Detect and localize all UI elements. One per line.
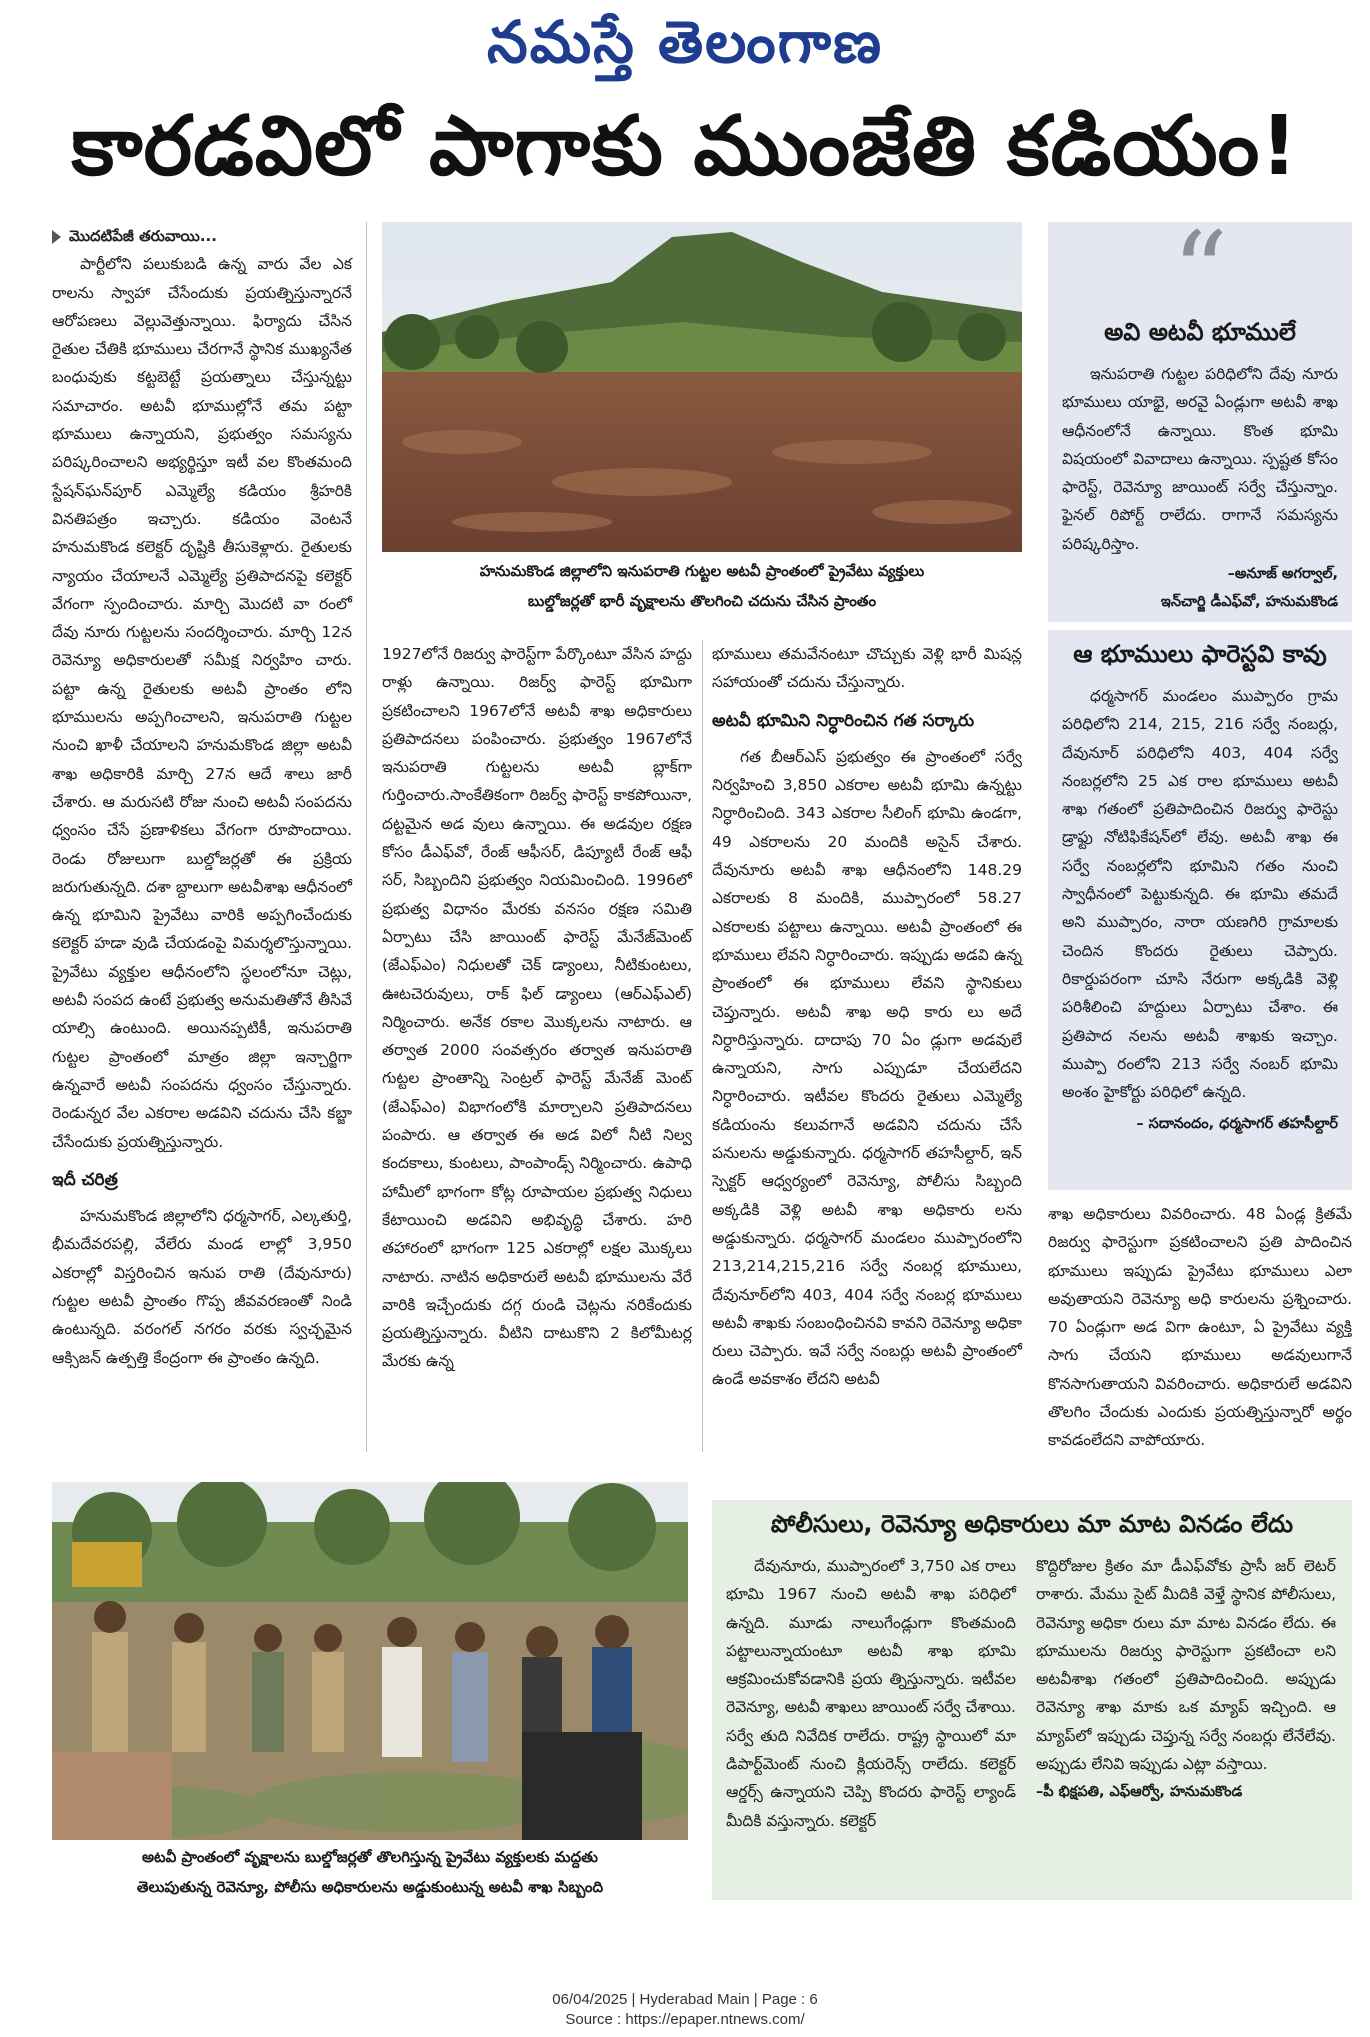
quote-icon: “ xyxy=(1171,208,1229,336)
box-paragraph: ధర్మసాగర్ మండలం ముప్పారం గ్రామ పరిధిలోని 214, 215, 216 సర్వే నంబర్లు, దేవునూర్ పరిధిలోని 403, 404 సర్వే నంబర్లలోని 25 ఎక రాల భూములు అటవీ శాఖ గతంలో ప్రతిపాదించిన రిజర్వు ఫారెస్టు డ్రాఫ్టు నోటిఫికేషన్‌లో లేవు. అటవీ శాఖ ఈ సర్వే నంబర్లలోని భూమిని గతం నుంచి స్వాధీనంలో పెట్టుకున్నది. ఈ భూమి తమదే అని ముప్పారం, నారా యణగిరి గ్రామాలకు చెందిన కొందరు రైతులు చెప్పారు. రికార్డుపరంగా చూసి నేరుగా అక్కడికి వెళ్లి పరిశీలించి హద్దులు ఏర్పాటు చేశాం. ఈ ప్రతిపాద నలను అటవీ శాఖకు ఇచ్చాం. ముప్పా రంలోని 213 సర్వే నంబర్ భూమి అంశం హైకోర్టు పరిధిలో ఉన్నది. xyxy=(1062,687,1338,1102)
section-subhead: ఇదీ చరిత్ర xyxy=(52,1169,118,1190)
box-text-left xyxy=(726,1552,1016,1835)
article-paragraph: గత బీఆర్‌ఎస్ ప్రభుత్వం ఈ ప్రాంతంలో సర్వే నిర్వహించి 3,850 ఎకరాల అటవీ భూమి ఉన్నట్టు నిర్ధారించింది. 343 ఎకరాల సీలింగ్ భూమి ఉండగా, 49 ఎకరాలను 20 మందికి అసైన్ చేశారు. దేవునూరు అటవీ శాఖ ఆధీనంలోని 148.29 ఎకరాలకు 8 మందికి, ముప్పారంలో 58.27 ఎకరాలకు పట్టాలు ఉన్నాయి. అటవీ ప్రాంతంలో ఈ భూములు లేవని నిర్ధారించారు. ఇప్పుడు అడవి ఉన్న ప్రాంతంలో ఈ భూములు లేవని స్థానికులు చెప్తున్నారు. అటవీ శాఖ అధి కారు లు అదే నిర్ధారిస్తున్నారు. దాదాపు 70 ఏం డ్లుగా అడవులే ఉన్నాయని, సాగు ఎప్పుడూ చేయలేదని నిర్ధారించారు. ఇటీవల కొందరు రైతులు ఎమ్మెల్యే కడియంను కలువగానే అడవిని చదును చేసే పనులను అడ్డుకున్నారు. ధర్మసాగర్ తహసీల్దార్, ఇన్ స్పెక్టర్ ఆధ్వర్యంలో రెవెన్యూ, పోలీసు సిబ్బంది అక్కడికి వెళ్లి అటవీ శాఖ అధికారు లను అడ్డుకున్నారు. ధర్మసాగర్ మండలం ముప్పారంలోని 213,214,215,216 సర్వే నంబర్ల భూములు, దేవునూర్‌లోని 403, 404 సర్వే నంబర్ల భూములు అటవీ శాఖకు సంబంధించినవి కావని రెవెన్యూ అధికా రులు చెప్పారు. ఇవే సర్వే నంబర్లు అటవీ ప్రాంతంలో ఉండే అవకాశం లేదని అటవీ xyxy=(712,747,1022,1389)
attribution-title: ఇన్‌చార్జి డీఎఫ్‌వో, హనుమకొండ xyxy=(1160,594,1338,611)
quote-box-tahsildar xyxy=(1048,630,1352,1190)
continuation-label xyxy=(52,222,352,250)
arrow-right-icon xyxy=(52,230,61,244)
officials-field-image xyxy=(52,1482,688,1840)
continuation-text: మొదటిపేజీ తరువాయి... xyxy=(69,227,217,245)
article-column-3 xyxy=(712,640,1022,1394)
article-column-2 xyxy=(382,640,692,1376)
deforested-land-photo xyxy=(382,222,1022,552)
box-paragraph: కొద్దిరోజుల క్రితం మా డీఎఫ్‌వోకు ప్రాసీ జర్ లెటర్ రాశారు. మేము సైట్ మీదికి వెళ్తే స్థానిక పోలీసులు, రెవెన్యూ అధికా రులు మా మాట వినడం లేదు. ఈ భూములను రిజర్వు ఫారెస్టుగా ప్రకటించా లని అటవీశాఖ గతంలో ప్రతిపాదించింది. అప్పుడు రెవెన్యూ శాఖ మాకు ఒక మ్యాప్ ఇచ్చింది. ఆ మ్యాప్‌లో ఇప్పుడు చెప్తున్న సర్వే నంబర్లు లేనేలేవు. అప్పుడు లేనివి ఇప్పుడు ఎట్లా వస్తాయి. xyxy=(1036,1557,1336,1774)
article-paragraph: హనుమకొండ జిల్లాలోని ధర్మసాగర్, ఎల్కతుర్తి, భీమదేవరపల్లి, వేలేరు మండ లాల్లో 3,950 ఎకరాల్లో విస్తరించిన ఇనుప రాతి (దేవునూరు) గుట్టల అటవీ ప్రాంతం గొప్ప జీవవరణంతో నిండి ఉంటున్నది. వరంగల్ నగరం వరకు స్వచ్ఛమైన ఆక్సిజన్ ఉత్పత్తి కేంద్రంగా ఈ ప్రాంతం ఉన్నది. xyxy=(52,1207,352,1367)
box-attribution xyxy=(1048,558,1352,616)
box-title: ఆ భూములు ఫారెస్టవి కావు xyxy=(1073,640,1327,668)
box-attribution: –పీ భిక్షపతి, ఎఫ్‌ఆర్వో, హనుమకొండ xyxy=(1036,1784,1243,1801)
box-text xyxy=(1048,674,1352,1106)
quote-box-fro xyxy=(712,1500,1352,1900)
section-subhead: అటవీ భూమిని నిర్ధారించిన గత సర్కారు xyxy=(712,710,975,731)
box-title: పోలీసులు, రెవెన్యూ అధికారులు మా మాట వినడం లేదు xyxy=(770,1510,1294,1538)
article-paragraph: భూములు తమవేనంటూ చొచ్చుకు వెళ్లి భారీ మిషన్ల సహాయంతో చదును చేస్తున్నారు. xyxy=(712,645,1022,692)
column-divider xyxy=(366,222,367,1452)
box-text xyxy=(1048,352,1352,558)
box-paragraph: దేవునూరు, ముప్పారంలో 3,750 ఎక రాలు భూమి 1967 నుంచి అటవీ శాఖ పరిధిలో ఉన్నది. మూడు నాలుగేండ్లుగా కొంతమంది పట్టాలున్నాయంటూ అటవీ శాఖ భూమి ఆక్రమించుకోవడానికి ప్రయ త్నిస్తున్నారు. ఇటీవల రెవెన్యూ, అటవీ శాఖలు జాయింట్ సర్వే చేశాయి. సర్వే తుది నివేదిక రాలేదు. రాష్ట్ర స్థాయిలో మా డిపార్ట్‌మెంట్ నుంచి క్లియరెన్స్ రాలేదు. కలెక్టర్ ఆర్డర్స్ ఉన్నాయని చెప్పి కొందరు ఫారెస్ట్ ల్యాండ్ మీదికి వస్తున్నారు. కలెక్టర్ xyxy=(726,1557,1016,1830)
masthead-logo: నమస్తే తెలంగాణ xyxy=(487,8,883,76)
caption-line: తెలుపుతున్న రెవెన్యూ, పోలీసు అధికారులను అడ్డుకుంటున్న అటవీ శాఖ సిబ్బంది xyxy=(136,1878,604,1896)
box-attribution: – సదానందం, ధర్మసాగర్ తహసీల్దార్ xyxy=(1136,1116,1338,1133)
photo-caption xyxy=(382,556,1022,616)
attribution-name: –అనూజ్ అగర్వాల్, xyxy=(1227,566,1338,583)
footer-source-link[interactable]: Source : https://epaper.ntnews.com/ xyxy=(565,2011,805,2028)
caption-line: హనుమకొండ జిల్లాలోని ఇనుపరాతి గుట్టల అటవీ ప్రాంతంలో ప్రైవేటు వ్యక్తులు xyxy=(479,562,925,580)
caption-line: బుల్డోజర్లతో భారీ వృక్షాలను తొలగించి చదును చేసిన ప్రాంతం xyxy=(527,592,877,610)
page-headline: కారడవిలో పాగాకు ముంజేతి కడియం! xyxy=(71,99,1299,194)
article-column-1 xyxy=(52,222,352,1372)
box-paragraph: ఇనుపరాతి గుట్టల పరిధిలోని దేవు నూరు భూములు యాభై, అరవై ఏండ్లుగా అటవీ శాఖ ఆధీనంలోనే ఉన్నాయి. కొంత భూమి విషయంలో వివాదాలు ఉన్నాయి. స్పష్టత కోసం ఫారెస్ట్, రెవెన్యూ జాయింట్ సర్వే చేస్తున్నాం. ఫైనల్ రిపోర్ట్ రాలేదు. రాగానే సమస్యను పరిష్కరిస్తాం. xyxy=(1062,365,1338,553)
deforested-land-image xyxy=(382,222,1022,552)
article-paragraph: శాఖ అధికారులు వివరించారు. 48 ఏండ్ల క్రితమే రిజర్వు ఫారెస్టుగా ప్రకటించాలని ప్రతి పాదించిన భూములు ఇప్పుడు ప్రైవేటు భూములు ఎలా అవుతాయని రెవెన్యూ అధి కారులను ప్రశ్నించారు. 70 ఏండ్లుగా అడ విగా ఉంటూ, ఏ ప్రైవేటు వ్యక్తి సాగు చేయని భూములు అడవులుగానే కొనసాగుతాయని వివరించారు. అధికారులే అడవిని తొలగిం చేందుకు ఎందుకు ప్రయత్నిస్తున్నారో అర్థం కావడంలేదని వాపోయారు. xyxy=(1048,1205,1352,1450)
article-paragraph: 1927లోనే రిజర్వు ఫారెస్ట్‌గా పేర్కొంటూ వేసిన హద్దు రాళ్లు ఉన్నాయి. రిజర్వ్ ఫారెస్ట్ భూమిగా ప్రకటించాలని 1967లోనే అటవీ శాఖ అధికారులు ప్రతిపాదనలు పంపించారు. ప్రభుత్వం 1967లోనే ఇనుపరాతి గుట్టలను అటవీ బ్లాక్‌గా గుర్తించారు.సాంకేతికంగా రిజర్వ్ ఫారెస్ట్ కాకపోయినా, దట్టమైన అడ వులు ఉన్నాయి. ఈ అడవుల రక్షణ కోసం డీఎఫ్‌వో, రేంజ్ ఆఫీసర్, డిప్యూటీ రేంజ్ ఆఫీ సర్, సిబ్బందిని ప్రభుత్వం నియమించింది. 1996లో ప్రభుత్వ విధానం మేరకు వనసం రక్షణ సమితి ఏర్పాటు చేసి జాయింట్ ఫారెస్ట్ మేనేజ్‌మెంట్ (జేఎఫ్‌ఎం) నిధులతో చెక్ డ్యాంలు, నీటికుంటలు, ఊటచెరువులు, రాక్ ఫిల్ డ్యాంలు (ఆర్‌ఎఫ్‌ఎల్) నిర్మించారు. అనేక రకాల మొక్కలను నాటారు. ఆ తర్వాత 2000 సంవత్సరం తర్వాత ఇనుపరాతి గుట్టల ప్రాంతాన్ని సెంట్రల్ ఫారెస్ట్ మేనేజ్ మెంట్ (జేఎఫ్‌ఎం) విభాగంలోకి మార్చాలని ప్రతిపాదనలు పంపారు. ఆ తర్వాత ఈ అడ విలో నీటి నిల్వ కందకాలు, కుంటలు, పాంపాండ్స్ నిర్మించారు. ఉపాధి హామీలో భాగంగా కోట్ల రూపాయల ప్రభుత్వ నిధులు కేటాయించి అడవిని అభివృద్ధి చేశారు. హరి తహారంలో భాగంగా 125 ఎకరాల్లో లక్షల మొక్కలు నాటారు. నాటిన అధికారులే అటవీ భూములను వేరే వారికి ఇచ్చేందుకు దగ్గ రుండి చెట్లను నరికేందుకు ప్రయత్నిస్తున్నారు. వీటిని దాటుకొని 2 కిలోమీటర్ల మేరకు ఉన్న xyxy=(382,645,692,1371)
article-paragraph: పార్టీలోని పలుకుబడి ఉన్న వారు వేల ఎక రాలను స్వాహా చేసేందుకు ప్రయత్నిస్తున్నారనే ఆరోపణలు వెల్లువెత్తున్నాయి. ఫిర్యాదు చేసిన రైతుల చేతికి భూములు చేరగానే స్థానిక ముఖ్యనేత బంధువుకు కట్టబెట్టే ప్రయత్నాలు చేస్తున్నట్టు సమాచారం. అటవీ భూముల్లోనే తమ పట్టా భూములు ఉన్నాయని, ప్రభుత్వం సమస్యను పరిష్కరించాలని అభ్యర్థిస్తూ ఇటీ వల కొంతమంది స్టేషన్‌ఘన్‌పూర్ ఎమ్మెల్యే కడియం శ్రీహరికి వినతిపత్రం ఇచ్చారు. కడియం వెంటనే హనుమకొండ కలెక్టర్ దృష్టికి తీసుకెళ్లారు. రైతులకు న్యాయం చేయాలనే ఎమ్మెల్యే ప్రతిపాదనపై కలెక్టర్ వేగంగా స్పందించారు. మార్చి మొదటి వా రంలో దేవు నూరు గుట్టలను సందర్శించారు. మార్చి 12న రెవెన్యూ అధికారులతో సమీక్ష నిర్వహిం చారు. పట్టా ఉన్న రైతులకు అటవీ ప్రాంతం లోని భూములను అప్పగించాలని, ఇనుపరాతి గుట్టల నుంచి ఖాళీ చేయాలని హనుమకొండ జిల్లా అటవీ శాఖ అధికారికి మార్చి 27న ఆదే శాలు జారీ చేశారు. ఆ మరుసటి రోజు నుంచి అటవీ సంపదను ధ్వంసం చేసే ప్రణాళికలు వేగంగా రూపొందాయి. రెండు రోజులుగా బుల్డోజర్లతో ఈ ప్రక్రియ జరుగుతున్నది. దశా బ్దాలుగా అటవీశాఖ ఆధీనంలో ఉన్న భూమిని ప్రైవేటు వారికి అప్పగించేందుకు కలెక్టర్ హడా వుడి చేయడంపై విమర్శలొస్తున్నాయి. ప్రైవేటు వ్యక్తుల ఆధీనంలోని స్థలంలోనూ చెట్లు, అటవీ సంపద ఉంటే ప్రభుత్వ అనుమతితోనే తీసివే యాల్సి ఉంటుంది. అయినప్పటికీ, ఇనుపరాతి గుట్టల ప్రాంతంలో మాత్రం జిల్లా ఇన్చార్జిగా ఉన్నవారే అటవీ సంపదను ధ్వంసం చేస్తున్నారు. రెండున్నర వేల ఎకరాల అడవిని చదును చేసి కబ్జా చేసేందుకు ప్రయత్నిస్తున్నారు. xyxy=(52,255,352,1151)
footer-edition-info: 06/04/2025 | Hyderabad Main | Page : 6 xyxy=(552,1991,818,2008)
box-title: అవి అటవీ భూములే xyxy=(1104,318,1296,346)
quote-box-forest-officer xyxy=(1048,208,1352,622)
column-divider xyxy=(702,640,703,1452)
article-column-4 xyxy=(1048,1200,1352,1455)
photo-caption xyxy=(52,1842,688,1902)
caption-line: అటవీ ప్రాంతంలో వృక్షాలను బుల్డోజర్లతో తొలగిస్తున్న ప్రైవేటు వ్యక్తులకు మద్దతు xyxy=(142,1848,598,1866)
page-footer xyxy=(0,1990,1370,2030)
box-text-right xyxy=(1036,1552,1336,1806)
officials-field-photo xyxy=(52,1482,688,1840)
